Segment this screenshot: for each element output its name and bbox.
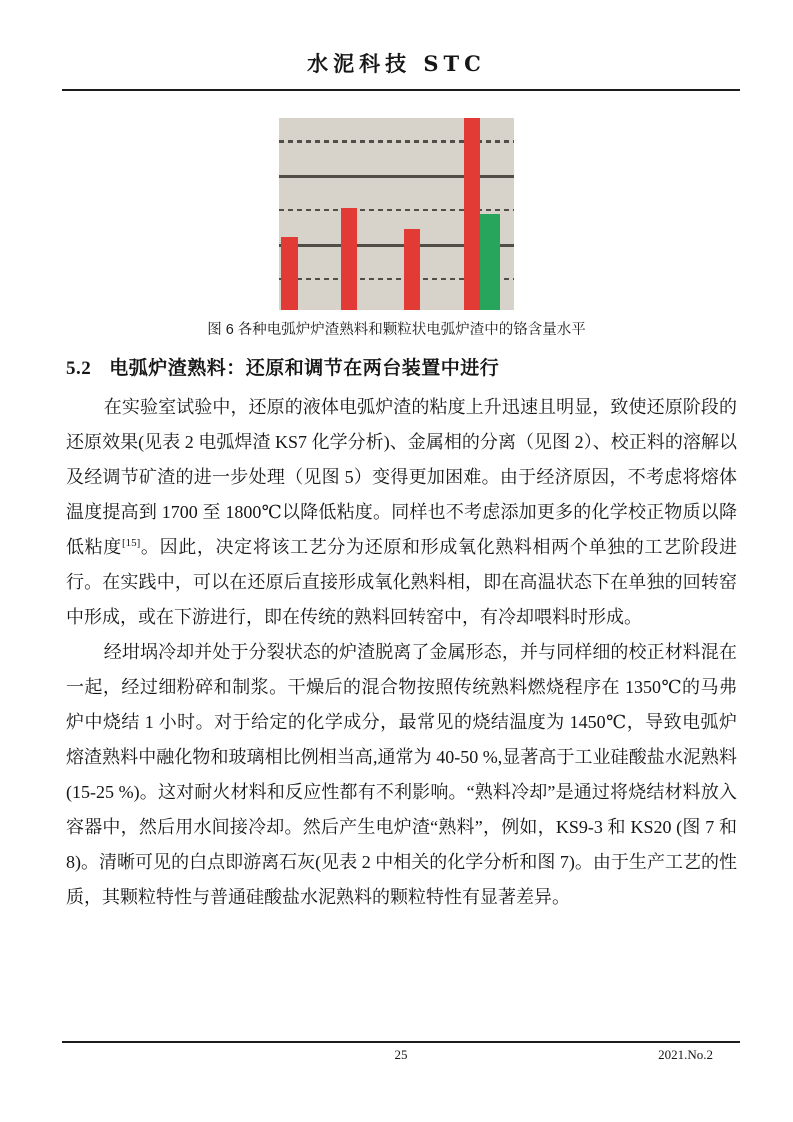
issue-label: 2021.No.2: [658, 1047, 713, 1062]
paragraph-2: 经坩埚冷却并处于分裂状态的炉渣脱离了金属形态，并与同样细的校正材料混在一起，经过细粉碎和制浆。干燥后的混合物按照传统熟料燃烧程序在 1350℃的马弗炉中烧结 1 小时。对于给定的化学成分，最常见的烧结温度为 1450℃，导致电弧炉熔渣熟料中融化物和玻璃相比例相当高,通常为 40-50 %,显著高于工业硅酸盐水泥熟料(15-25 %)。这对耐火材料和反应性都有不利影响。“熟料冷却”是通过将烧结材料放入容器中，然后用水间接冷却。然后产生电炉渣“熟料”，例如，KS9-3 和 KS20 (图 7 和 8)。清晰可见的白点即游离石灰(见表 2 中相关的化学分析和图 7)。由于生产工艺的性质，其颗粒特性与普通硅酸盐水泥熟料的颗粒特性有显著差异。: [66, 642, 737, 907]
figure-6: [279, 118, 514, 310]
page-footer: [62, 1041, 740, 1063]
paragraph-1: [66, 390, 737, 635]
figure-image: [279, 118, 514, 310]
page-number: 25: [394, 1047, 408, 1062]
section-number: 5.2: [66, 358, 92, 379]
chart-bar-red: [464, 118, 480, 310]
body-text: [66, 390, 737, 915]
figure-caption: 图 6 各种电弧炉炉渣熟料和颗粒状电弧炉渣中的铬含量水平: [207, 322, 586, 338]
journal-title: 水泥科技 STC: [307, 51, 486, 76]
paragraph-1-text-cont: 。因此，决定将该工艺分为还原和形成氧化熟料相两个单独的工艺阶段进行。在实践中，可以在还原后直接形成氧化熟料相，即在高温状态下在单独的回转窑中形成，或在下游进行，即在传统的熟料回转窑中，有冷却喂料时形成。: [66, 537, 738, 627]
header-rule: [62, 89, 740, 91]
section-heading: [66, 353, 737, 380]
paragraph-1-text: 在实验室试验中，还原的液体电弧炉渣的粘度上升迅速且明显，致使还原阶段的还原效果(见表 2 电弧焊渣 KS7 化学分析)、金属相的分离（见图 2）、校正料的溶解以及经调节矿渣的进一步处理（见图 5）变得更加困难。由于经济原因，不考虑将熔体温度提高到 1700 至 1800℃以降低粘度。同样也不考虑添加更多的化学校正物质以降低粘度: [66, 397, 737, 557]
chart-bar-red: [281, 237, 297, 310]
chart-bar-red: [404, 229, 420, 310]
section-title: 电弧炉渣熟料：还原和调节在两台装置中进行: [109, 358, 500, 379]
citation-ref-15: [15]: [121, 537, 141, 549]
chart-bar-green: [480, 214, 500, 310]
chart-bar-red: [341, 208, 357, 310]
